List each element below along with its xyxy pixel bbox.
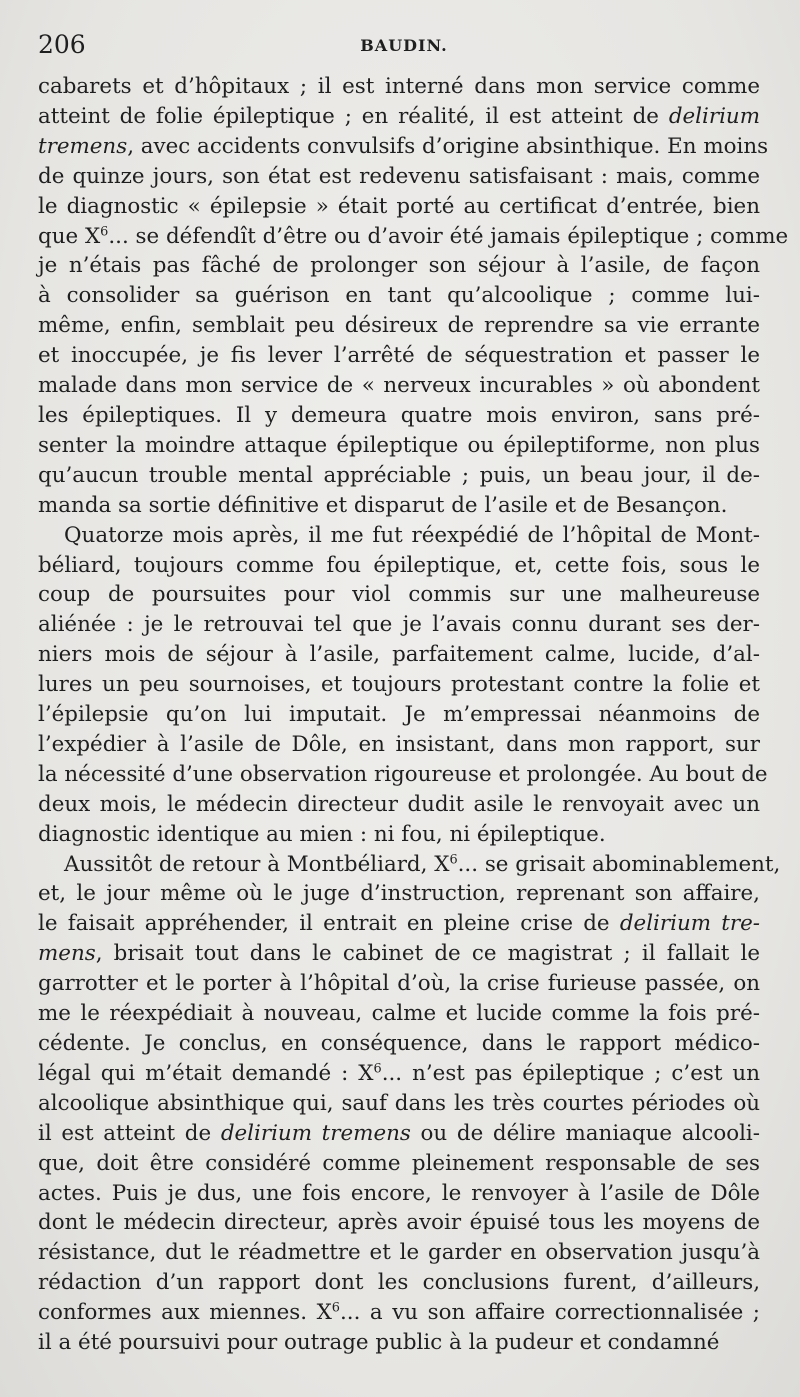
text-line: je n’étais pas fâché de prolonger son séjour à l’asile, de façon [38,253,760,279]
text-line: cédente. Je conclus, en conséquence, dans le rapport médico- [38,1031,760,1056]
text-line: légal qui m’était demandé : $X^6$... n’est pas épileptique ; c’est un [38,1060,760,1086]
text-line: béliard, toujours comme fou épileptique, et, cette fois, sous le [38,552,760,578]
paragraph [38,72,789,521]
text-line: le faisait appréhender, il entrait en pleine crise de delirium tre- [38,911,760,937]
text-line: me le réexpédiait à nouveau, calme et lucide comme la fois pré- [38,1001,760,1027]
text-line: et, le jour même où le juge d’instruction, reprenant son affaire, [38,881,760,907]
text-line: mens, brisait tout dans le cabinet de ce magistrat ; il fallait le [38,941,760,967]
text-line: il a été poursuivi pour outrage public à la pudeur et condamné [38,1330,720,1356]
text-line: dont le médecin directeur, après avoir épuisé tous les moyens de [38,1210,760,1236]
paragraph [38,850,781,1358]
text-line: deux mois, le médecin directeur dudit asile le renvoyait avec un [38,791,760,817]
text-line: il est atteint de delirium tremens ou de délire maniaque alcooli- [38,1120,760,1146]
text-line: aliénée : je le retrouvai tel que je l’avais connu durant ses der- [38,612,760,638]
page-header [38,30,760,70]
text-line: l’expédier à l’asile de Dôle, en insistant, dans mon rapport, sur [38,731,760,757]
text-line: lures un peu sournoises, et toujours protestant contre la folie et [38,672,760,698]
page-number: 206 [38,30,86,59]
text-line: de quinze jours, son état est redevenu satisfaisant : mais, comme [38,163,760,189]
text-line: senter la moindre attaque épileptique ou épileptiforme, non plus [38,432,760,458]
text-line: rédaction d’un rapport dont les conclusions furent, d’ailleurs, [38,1270,760,1296]
text-line: les épileptiques. Il y demeura quatre mois environ, sans pré- [38,402,760,428]
text-line: que $X^6$... se défendît d’être ou d’avoir été jamais épileptique ; comme [38,223,789,249]
text-line: même, enfin, semblait peu désireux de reprendre sa vie errante [38,313,760,339]
text-line: niers mois de séjour à l’asile, parfaitement calme, lucide, d’al- [38,642,760,668]
text-line: tremens, avec accidents convulsifs d’origine absinthique. En moins [38,133,769,159]
paragraph [38,521,768,850]
text-line: alcoolique absinthique qui, sauf dans les très courtes périodes où [38,1090,760,1116]
text-line: que, doit être considéré comme pleinement responsable de ses [38,1150,760,1176]
body-text [38,72,789,1358]
text-line: cabarets et d’hôpitaux ; il est interné dans mon service comme [38,74,760,99]
text-line: coup de poursuites pour viol commis sur une malheureuse [38,582,760,608]
text-line: et inoccupée, je fis lever l’arrêté de séquestration et passer le [38,343,760,369]
text-line: Aussitôt de retour à Montbéliard, $X^6$... se grisait abominablement, [64,851,781,877]
text-line: résistance, dut le réadmettre et le garder en observation jusqu’à [38,1240,760,1266]
text-line: malade dans mon service de « nerveux incurables » où abondent [38,373,760,399]
text-line: le diagnostic « épilepsie » était porté au certificat d’entrée, bien [38,193,760,219]
text-line: Quatorze mois après, il me fut réexpédié de l’hôpital de Mont- [64,522,760,548]
text-line: à consolider sa guérison en tant qu’alcoolique ; comme lui- [38,283,760,309]
text-line: diagnostic identique au mien : ni fou, ni épileptique. [38,821,606,847]
text-line: qu’aucun trouble mental appréciable ; puis, un beau jour, il de- [38,462,760,488]
text-line: manda sa sortie définitive et disparut de l’asile et de Besançon. [38,492,728,518]
text-line: atteint de folie épileptique ; en réalité, il est atteint de delirium [38,103,760,129]
text-line: la nécessité d’une observation rigoureuse et prolongée. Au bout de [38,761,768,787]
text-line: actes. Puis je dus, une fois encore, le renvoyer à l’asile de Dôle [38,1180,760,1206]
text-line: conformes aux miennes. $X^6$... a vu son affaire correctionnalisée ; [38,1300,761,1326]
running-head: BAUDIN. [360,36,448,55]
text-line: garrotter et le porter à l’hôpital d’où, la crise furieuse passée, on [38,971,760,997]
text-line: l’épilepsie qu’on lui imputait. Je m’empressai néanmoins de [38,702,760,728]
